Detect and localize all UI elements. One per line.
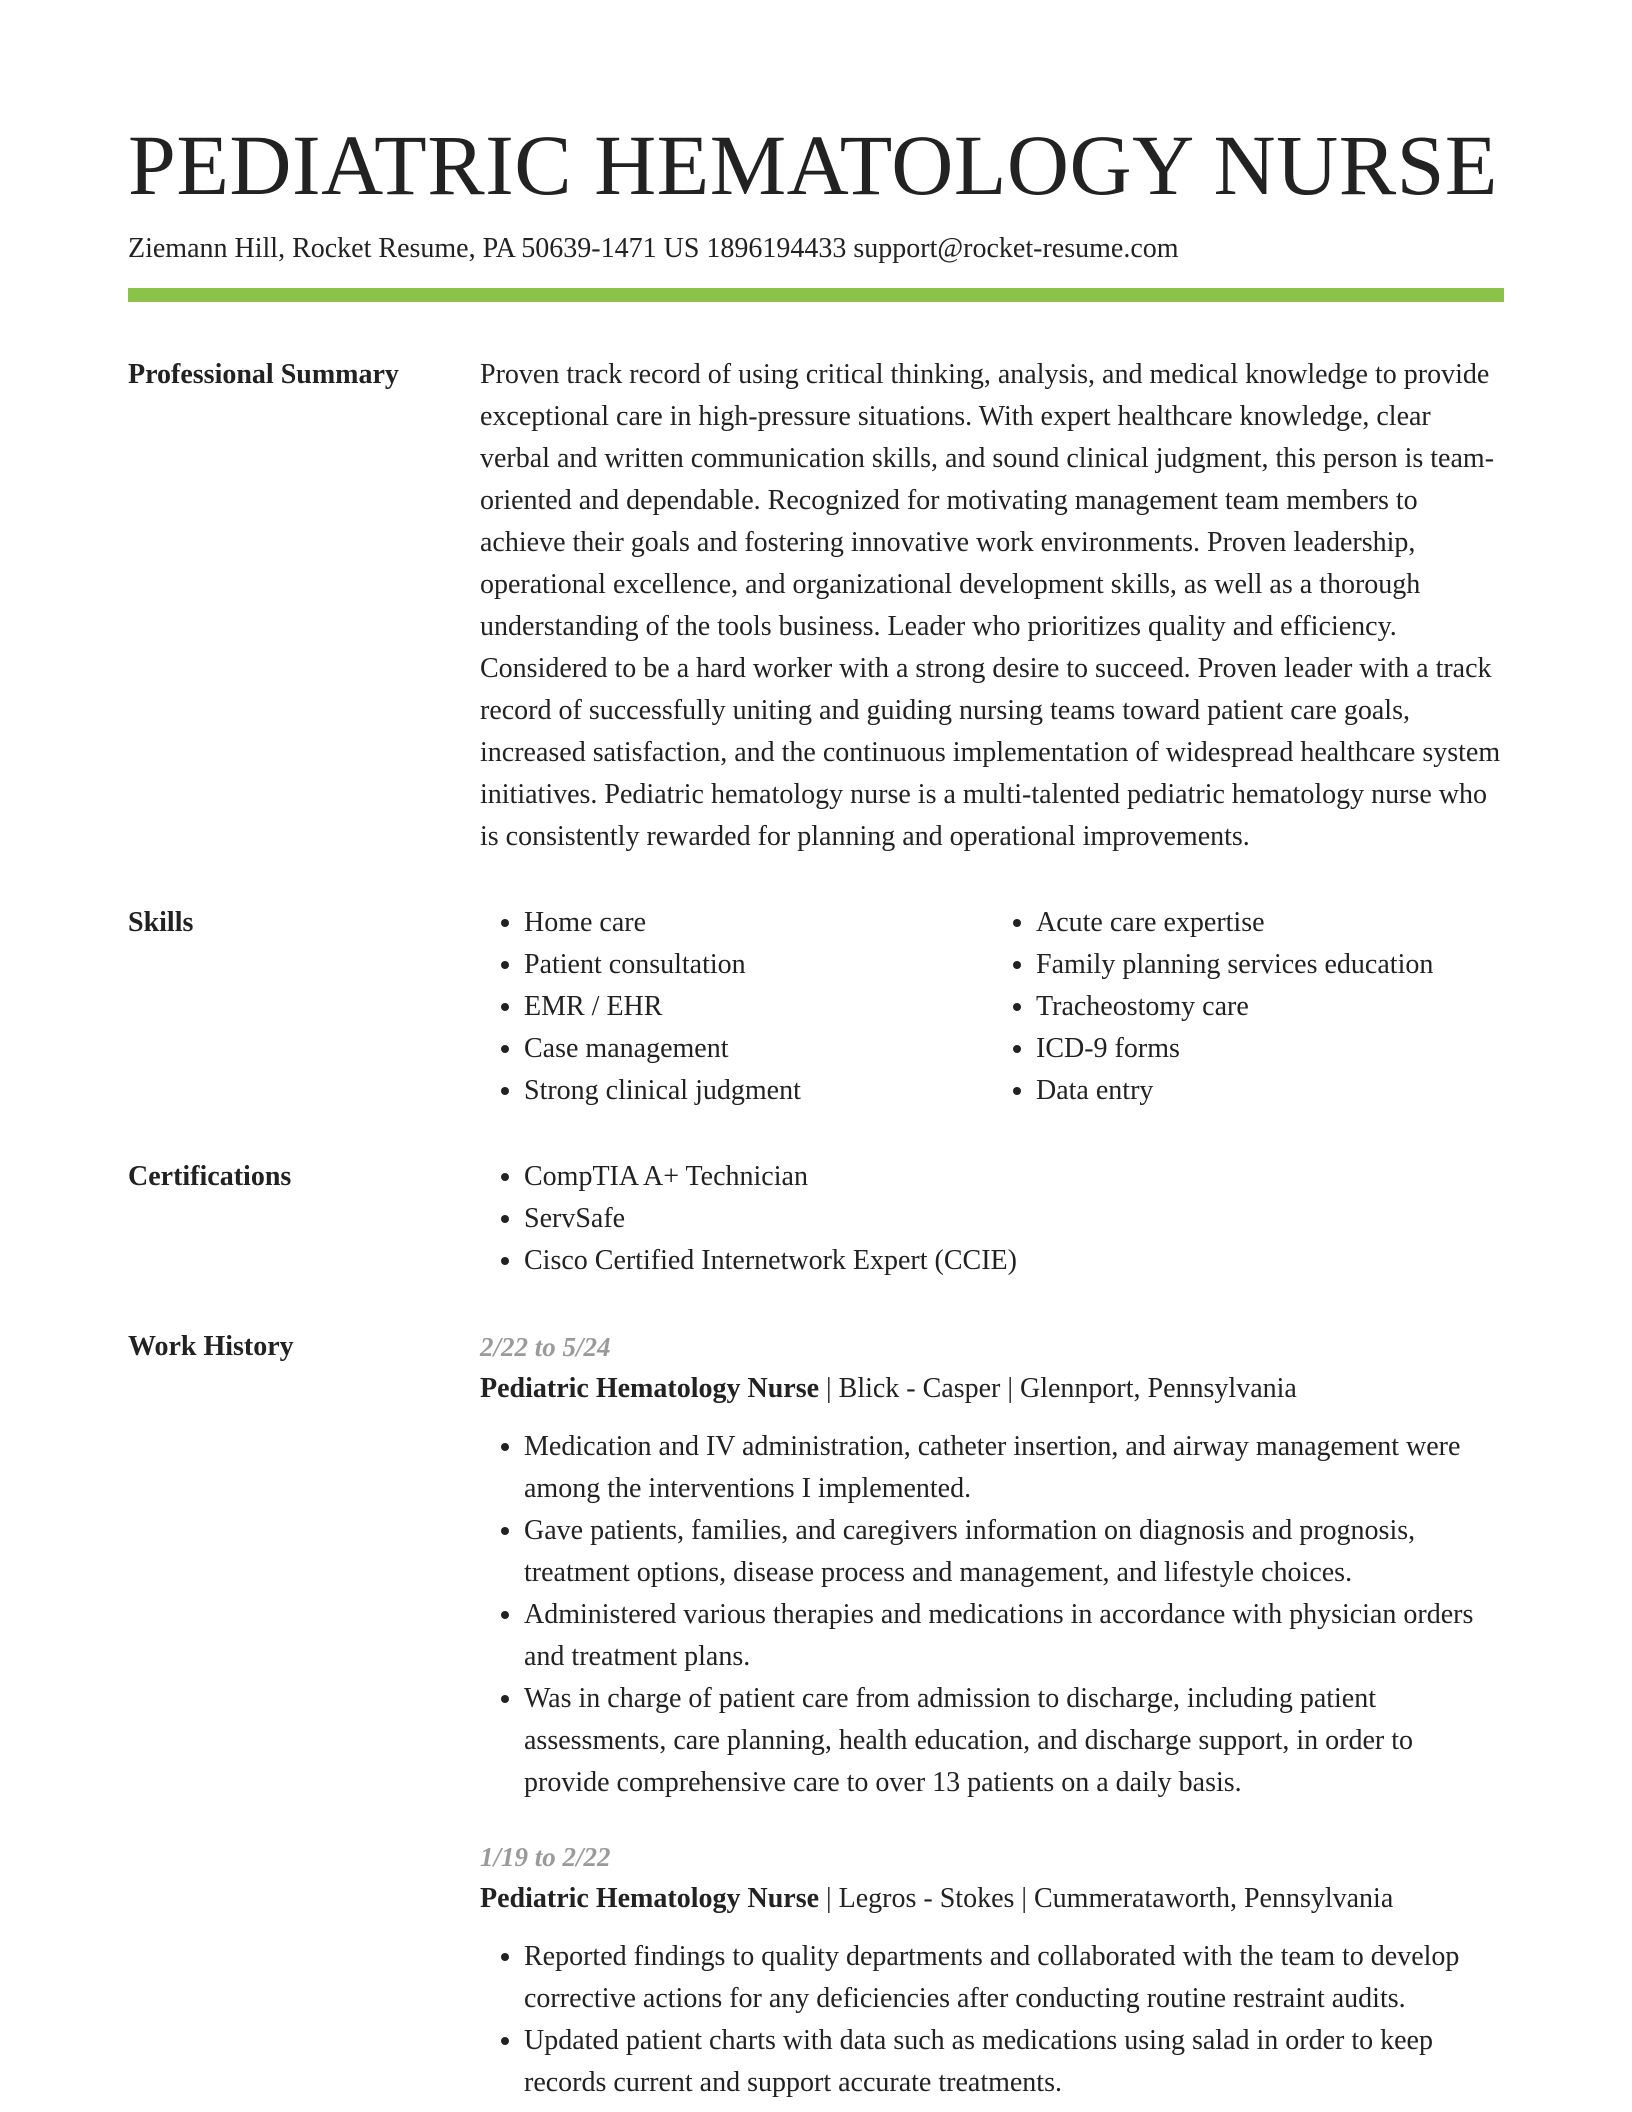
job-bullet: • Gave patients, families, and caregivers information on diagnosis and prognosis, treatment options, disease process and management, and lifestyle choices. bbox=[524, 1510, 1504, 1594]
job-dates: 2/22 to 5/24 bbox=[480, 1331, 611, 1362]
skill-item: • Tracheostomy care bbox=[1036, 986, 1504, 1028]
skill-item: • Strong clinical judgment bbox=[524, 1070, 992, 1112]
job-heading bbox=[480, 1368, 1504, 1410]
skill-item: • Home care bbox=[524, 902, 992, 944]
job-bullets bbox=[480, 1426, 1504, 1804]
skill-item: • EMR / EHR bbox=[524, 986, 992, 1028]
skill-item: • Acute care expertise bbox=[1036, 902, 1504, 944]
certification-item: • ServSafe bbox=[524, 1198, 1504, 1240]
job-bullet: • Medication and IV administration, catheter insertion, and airway management were among the interventions I implemented. bbox=[524, 1426, 1504, 1510]
certification-item: • Cisco Certified Internetwork Expert (CCIE) bbox=[524, 1240, 1504, 1282]
job-details: | Legros - Stokes | Cummerataworth, Pennsylvania bbox=[819, 1882, 1394, 1914]
section-label-certifications: Certifications bbox=[128, 1160, 292, 1192]
job-bullets bbox=[480, 1936, 1504, 2104]
skills-list-right bbox=[992, 902, 1504, 1112]
job-entry bbox=[480, 1326, 1504, 1804]
job-bullet: • Was in charge of patient care from admission to discharge, including patient assessments, care planning, health education, and discharge support, in order to provide comprehensive care to over 13 patients on a daily basis. bbox=[524, 1678, 1504, 1804]
contact-line: Ziemann Hill, Rocket Resume, PA 50639-1471 US 1896194433 support@rocket-resume.com bbox=[128, 233, 1179, 265]
skill-item: • Patient consultation bbox=[524, 944, 992, 986]
skill-item: • Data entry bbox=[1036, 1070, 1504, 1112]
section-certifications bbox=[128, 1156, 1504, 1282]
job-entry bbox=[480, 1836, 1504, 2104]
section-work-history bbox=[128, 1326, 1504, 2104]
job-bullet: • Administered various therapies and medications in accordance with physician orders and treatment plans. bbox=[524, 1594, 1504, 1678]
certifications-list bbox=[480, 1156, 1504, 1282]
accent-divider bbox=[128, 288, 1504, 302]
skills-list-left bbox=[480, 902, 992, 1112]
job-bullet: • Updated patient charts with data such as medications using salad in order to keep records current and support accurate treatments. bbox=[524, 2020, 1504, 2104]
job-bullet: • Reported findings to quality departments and collaborated with the team to develop corrective actions for any deficiencies after conducting routine restraint audits. bbox=[524, 1936, 1504, 2020]
summary-text: Proven track record of using critical thinking, analysis, and medical knowledge to provide exceptional care in high-pressure situations. With expert healthcare knowledge, clear verbal and written communication skills, and sound clinical judgment, this person is team-oriented and dependable. Recognized for motivating management team members to achieve their goals and fostering innovative work environments. Proven leadership, operational excellence, and organizational development skills, as well as a thorough understanding of the tools business. Leader who prioritizes quality and efficiency. Considered to be a hard worker with a strong desire to succeed. Proven leader with a track record of successfully uniting and guiding nursing teams toward patient care goals, increased satisfaction, and the continuous implementation of widespread healthcare system initiatives. Pediatric hematology nurse is a multi-talented pediatric hematology nurse who is consistently rewarded for planning and operational improvements. bbox=[480, 358, 1501, 852]
job-title: Pediatric Hematology Nurse bbox=[480, 1372, 820, 1404]
section-label-work-history: Work History bbox=[128, 1330, 294, 1362]
job-heading bbox=[480, 1878, 1504, 1920]
certification-item: • CompTIA A+ Technician bbox=[524, 1156, 1504, 1198]
section-professional-summary bbox=[128, 354, 1504, 858]
job-title: Pediatric Hematology Nurse bbox=[480, 1882, 820, 1914]
section-label-skills: Skills bbox=[128, 906, 194, 938]
job-dates: 1/19 to 2/22 bbox=[480, 1841, 611, 1872]
skill-item: • ICD-9 forms bbox=[1036, 1028, 1504, 1070]
section-label-summary: Professional Summary bbox=[128, 358, 399, 390]
skill-item: • Family planning services education bbox=[1036, 944, 1504, 986]
section-skills bbox=[128, 902, 1504, 1112]
skill-item: • Case management bbox=[524, 1028, 992, 1070]
job-details: | Blick - Casper | Glennport, Pennsylvania bbox=[819, 1372, 1297, 1404]
resume-title: PEDIATRIC HEMATOLOGY NURSE bbox=[128, 117, 1498, 213]
